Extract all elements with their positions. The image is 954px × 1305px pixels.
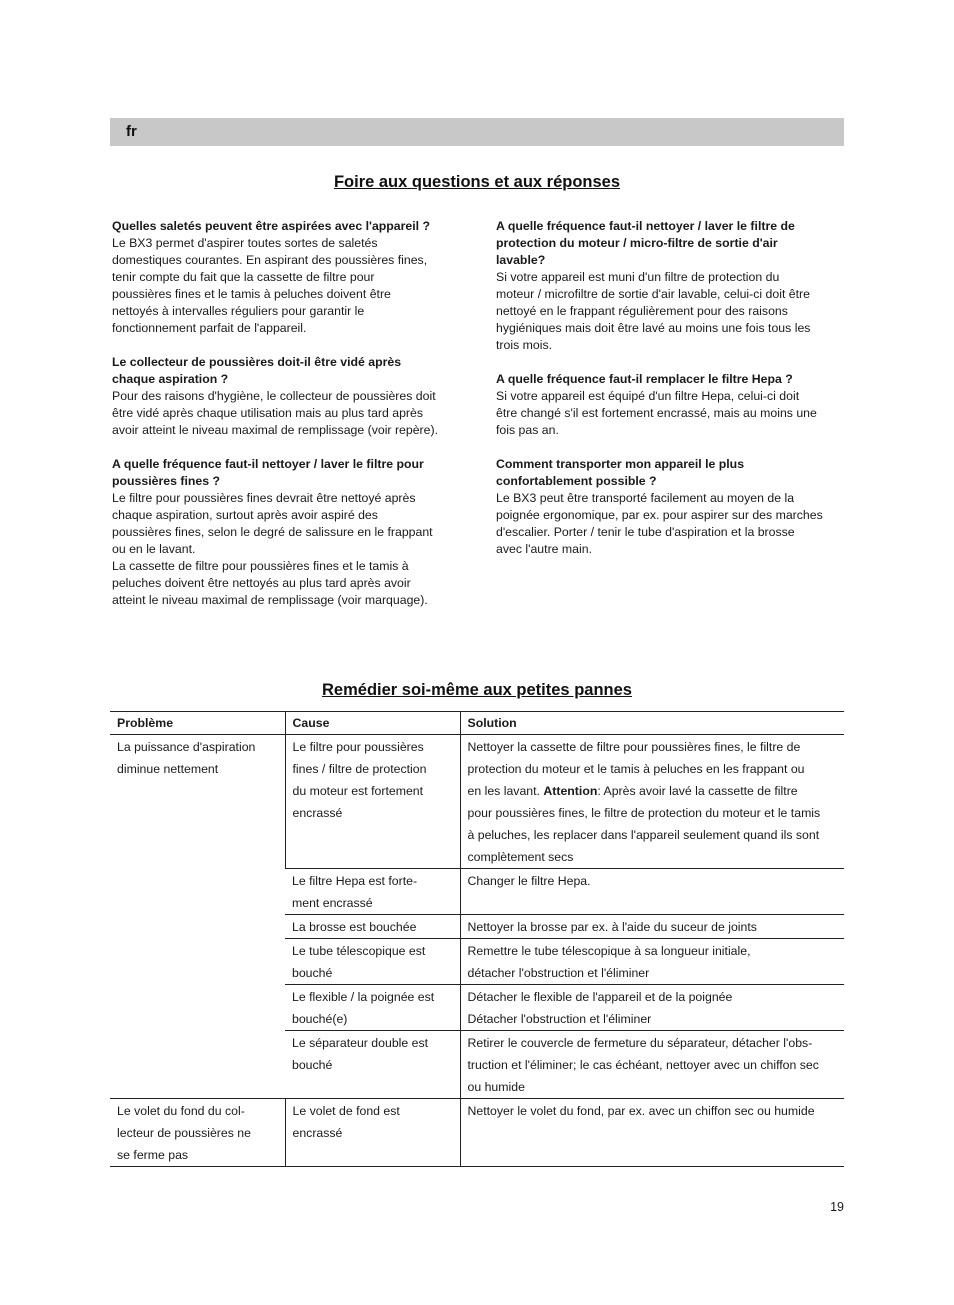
cause-cell: La brosse est bouchée: [285, 915, 460, 939]
cause-cell: Le filtre pour poussières fines / filtre de protection du moteur est fortement encrassé: [285, 735, 460, 869]
solution-text: Nettoyer la cassette de filtre pour poussières fines, le filtre de protection du moteur et le tamis à peluches en les frappant ou en les lavant.: [467, 740, 805, 798]
faq-item: [496, 371, 846, 439]
faq-question: A quelle fréquence faut-il remplacer le filtre Hepa ?: [496, 372, 793, 386]
faq-answer: Le filtre pour poussières fines devrait être nettoyé après chaque aspiration, surtout après avoir aspiré des poussières fines, selon le degré de salissure en le frappant ou en le lavant. La cassette de filtre pour poussières fines et le tamis à peluches doivent être nettoyés au plus tard après avoir atteint le niveau maximal de remplissage (voir marquage).: [112, 491, 433, 607]
solution-cell: Nettoyer le volet du fond, par ex. avec un chiffon sec ou humide: [460, 1099, 844, 1167]
faq-item: [112, 456, 462, 609]
faq-item: [112, 354, 462, 439]
faq-answer: Si votre appareil est équipé d'un filtre Hepa, celui-ci doit être changé s'il est fortement encrassé, mais au moins une fois pas an.: [496, 389, 817, 437]
table-header-row: [110, 712, 844, 735]
faq-left-column: [112, 218, 462, 626]
faq-answer: Si votre appareil est muni d'un filtre de protection du moteur / microfiltre de sortie d'air lavable, celui-ci doit être nettoyé en le frappant régulièrement pour des raisons hygiéniques mais doit être lavé au moins une fois tous les trois mois.: [496, 270, 811, 352]
faq-question: Quelles saletés peuvent être aspirées avec l'appareil ?: [112, 219, 431, 233]
faq-question: A quelle fréquence faut-il nettoyer / laver le filtre pour poussières fines ?: [112, 457, 424, 488]
cause-cell: Le flexible / la poignée est bouché(e): [285, 985, 460, 1031]
faq-right-column: [496, 218, 846, 575]
troubleshooting-table: [110, 711, 844, 1167]
faq-title: Foire aux questions et aux réponses: [333, 173, 621, 191]
cause-cell: Le tube télescopique est bouché: [285, 939, 460, 985]
solution-text: : Après avoir lavé la cassette de filtre pour poussières fines, le filtre de protection du moteur et le tamis à peluches, les replacer dans l'appareil seulement quand ils sont complètement secs: [467, 784, 821, 864]
solution-cell: Retirer le couvercle de fermeture du séparateur, détacher l'obs- truction et l'éliminer; le cas échéant, nettoyer avec un chiffon sec ou humide: [460, 1031, 844, 1099]
problem-cell: Le volet du fond du col- lecteur de poussières ne se ferme pas: [110, 1099, 285, 1167]
column-header-problem: Problème: [110, 712, 285, 735]
cause-cell: Le volet de fond est encrassé: [285, 1099, 460, 1167]
faq-item: [496, 218, 846, 354]
faq-item: [112, 218, 462, 337]
problem-cell: La puissance d'aspiration diminue nettement: [110, 735, 285, 1099]
faq-question: Comment transporter mon appareil le plus confortablement possible ?: [496, 457, 745, 488]
solution-cell: [460, 735, 844, 869]
table-row: [110, 735, 844, 869]
solution-cell: Changer le filtre Hepa.: [460, 869, 844, 915]
attention-label: Attention: [543, 784, 598, 798]
solution-cell: Détacher le flexible de l'appareil et de la poignée Détacher l'obstruction et l'éliminer: [460, 985, 844, 1031]
solution-cell: Remettre le tube télescopique à sa longueur initiale, détacher l'obstruction et l'éliminer: [460, 939, 844, 985]
cause-cell: Le filtre Hepa est forte- ment encrassé: [285, 869, 460, 915]
solution-cell: Nettoyer la brosse par ex. à l'aide du suceur de joints: [460, 915, 844, 939]
page-number: 19: [830, 1200, 844, 1214]
faq-item: [496, 456, 846, 558]
cause-cell: Le séparateur double est bouché: [285, 1031, 460, 1099]
faq-question: Le collecteur de poussières doit-il être vidé après chaque aspiration ?: [112, 355, 402, 386]
table-row: [110, 1099, 844, 1167]
faq-answer: Le BX3 permet d'aspirer toutes sortes de saletés domestiques courantes. En aspirant des poussières fines, tenir compte du fait que la cassette de filtre pour poussières fines et le tamis à peluches doivent être nettoyés à intervalles réguliers pour garantir le fonctionnement parfait de l'appareil.: [112, 236, 428, 335]
language-label: fr: [126, 123, 137, 140]
faq-question: A quelle fréquence faut-il nettoyer / laver le filtre de protection du moteur / micro-filtre de sortie d'air lavable?: [496, 219, 795, 267]
troubleshooting-title: Remédier soi-même aux petites pannes: [322, 681, 632, 699]
faq-answer: Le BX3 peut être transporté facilement au moyen de la poignée ergonomique, par ex. pour aspirer sur des marches d'escalier. Porter / tenir le tube d'aspiration et la brosse avec l'autre main.: [496, 491, 823, 556]
column-header-cause: Cause: [285, 712, 460, 735]
language-header-bar: [110, 118, 844, 146]
column-header-solution: Solution: [460, 712, 844, 735]
faq-answer: Pour des raisons d'hygiène, le collecteur de poussières doit être vidé après chaque utilisation mais au plus tard après avoir atteint le niveau maximal de remplissage (voir repère).: [112, 389, 439, 437]
